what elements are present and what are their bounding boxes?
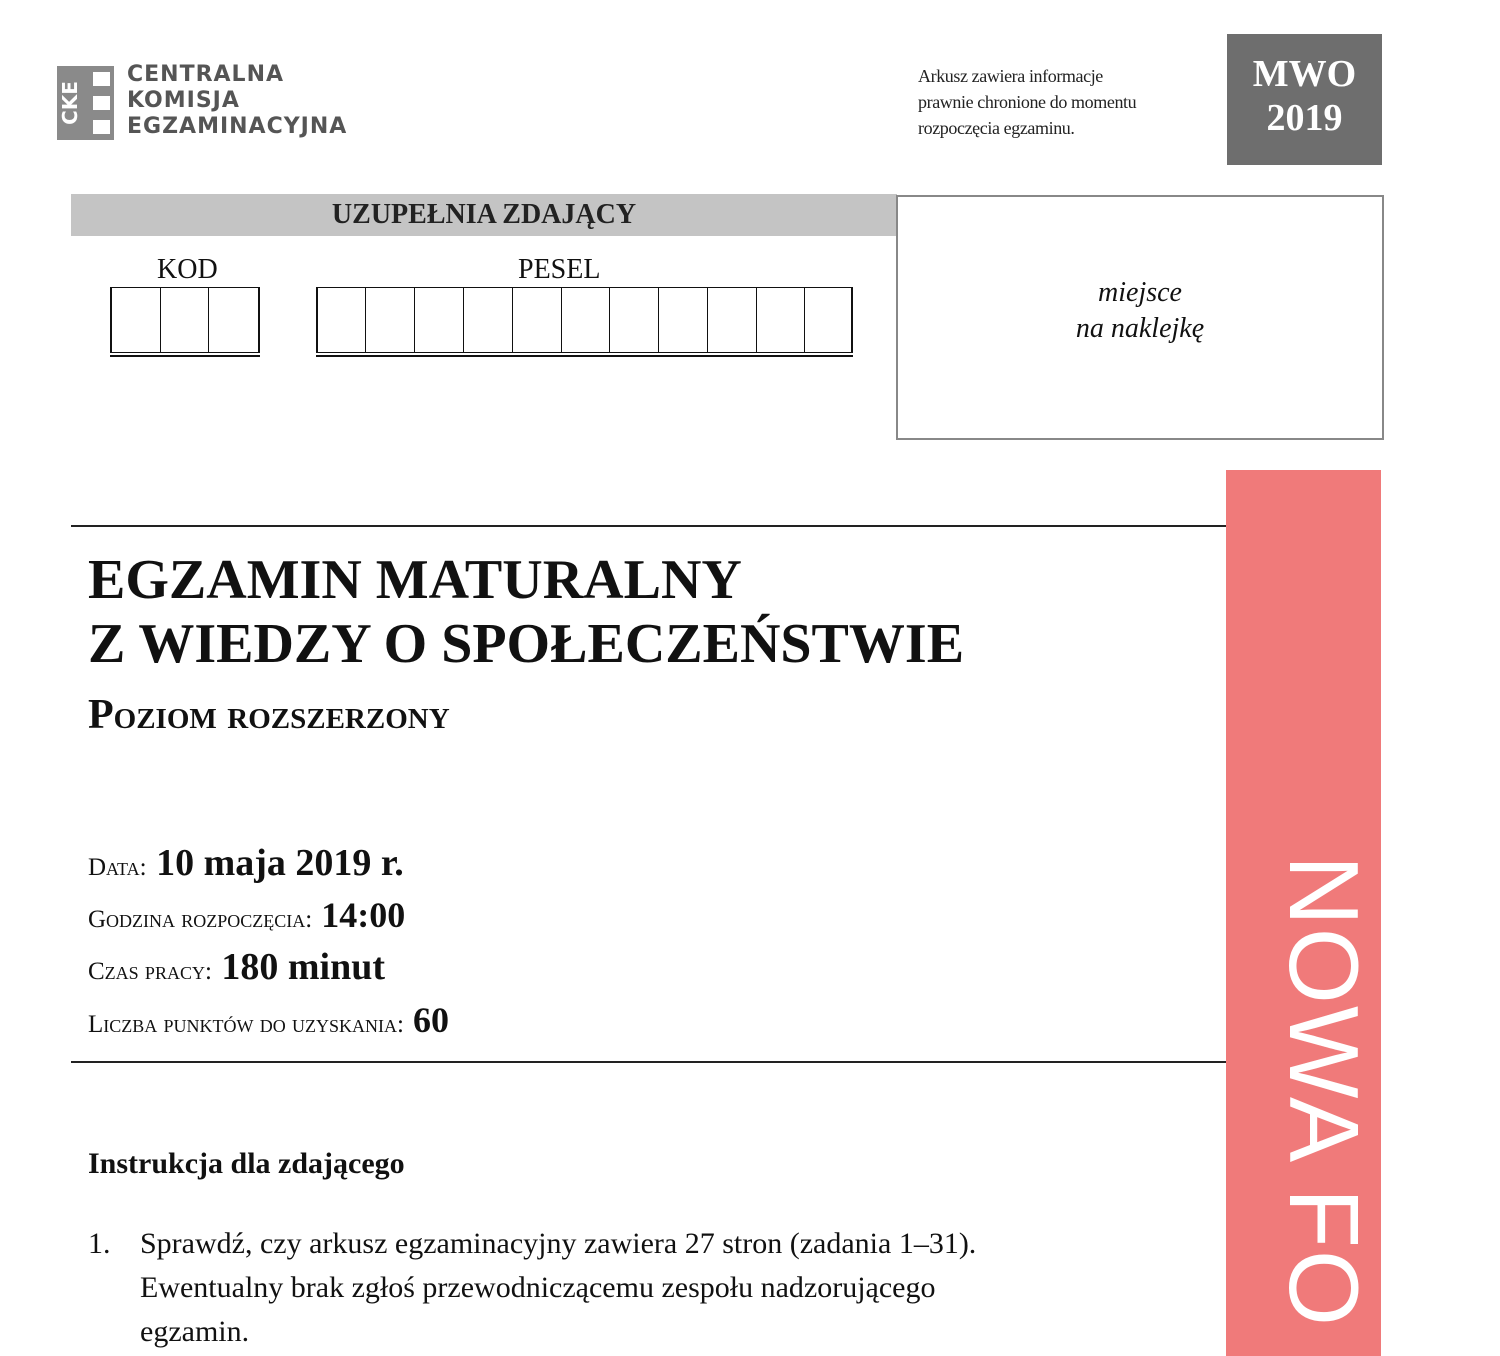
instruction-text bbox=[140, 1222, 1208, 1354]
bottom-divider bbox=[71, 1061, 1226, 1063]
exam-title-line-1: EGZAMIN MATURALNY bbox=[88, 549, 742, 611]
exam-title-line-2: Z WIEDZY O SPOŁECZEŃSTWIE bbox=[88, 613, 965, 675]
detail-duration bbox=[88, 944, 385, 995]
sticker-line-2: na naklejkę bbox=[1075, 313, 1205, 344]
detail-date bbox=[88, 840, 404, 891]
kod-cell[interactable] bbox=[160, 287, 208, 353]
nowa-formula-band bbox=[1226, 470, 1381, 1356]
points-value: 60 bbox=[412, 1000, 449, 1040]
legal-note-line-3: rozpoczęcia egzaminu. bbox=[918, 118, 1075, 138]
legal-note-line-2: prawnie chronione do momentu bbox=[918, 92, 1137, 112]
instruction-line-1: Sprawdź, czy arkusz egzaminacyjny zawiera 27 stron (zadania 1–31). bbox=[140, 1227, 977, 1260]
date-label: Data: bbox=[88, 854, 147, 881]
top-divider bbox=[71, 525, 1226, 527]
logo-line-2: KOMISJA bbox=[127, 88, 240, 113]
pesel-cell[interactable] bbox=[804, 287, 853, 353]
instructions-list bbox=[88, 1222, 1208, 1354]
date-value: 10 maja 2019 r. bbox=[156, 842, 404, 884]
pesel-boxes[interactable] bbox=[316, 287, 853, 357]
pesel-cell[interactable] bbox=[463, 287, 512, 353]
duration-label: Czas pracy: bbox=[88, 958, 212, 985]
kod-boxes[interactable] bbox=[110, 287, 260, 357]
detail-points bbox=[88, 998, 449, 1047]
pesel-cell[interactable] bbox=[512, 287, 561, 353]
exam-level-text: Poziom rozszerzony bbox=[88, 692, 450, 738]
instruction-line-2: Ewentualny brak zgłoś przewodniczącemu zespołu nadzorującego bbox=[140, 1271, 936, 1304]
sticker-box bbox=[896, 195, 1384, 440]
instruction-item bbox=[88, 1222, 1208, 1354]
legal-note bbox=[918, 63, 1218, 141]
exam-code: MWO bbox=[1252, 53, 1357, 95]
cke-logo-mark bbox=[57, 66, 114, 140]
start-value: 14:00 bbox=[321, 895, 406, 935]
band-text: NOWA FO bbox=[1269, 855, 1379, 1329]
instruction-number: 1. bbox=[88, 1227, 111, 1260]
pesel-cell[interactable] bbox=[707, 287, 756, 353]
pesel-label: PESEL bbox=[518, 254, 601, 285]
exam-level bbox=[88, 690, 450, 740]
exam-code-badge bbox=[1227, 34, 1382, 165]
duration-value: 180 minut bbox=[221, 946, 386, 988]
kod-label: KOD bbox=[157, 254, 218, 285]
pesel-cell[interactable] bbox=[316, 287, 365, 353]
logo-line-1: CENTRALNA bbox=[127, 62, 285, 87]
sticker-line-1: miejsce bbox=[1098, 277, 1182, 308]
pesel-cell[interactable] bbox=[756, 287, 804, 353]
points-label: Liczba punktów do uzyskania: bbox=[88, 1011, 404, 1038]
cke-logo-icon bbox=[57, 66, 114, 140]
exam-title bbox=[88, 548, 964, 676]
pesel-cell[interactable] bbox=[561, 287, 609, 353]
start-label: Godzina rozpoczęcia: bbox=[88, 906, 313, 933]
kod-cell[interactable] bbox=[110, 287, 160, 353]
detail-start bbox=[88, 893, 405, 942]
candidate-header-bar: UZUPEŁNIA ZDAJĄCY bbox=[71, 194, 897, 236]
pesel-cell[interactable] bbox=[414, 287, 463, 353]
instructions-heading: Instrukcja dla zdającego bbox=[88, 1147, 405, 1180]
instruction-line-3: egzamin. bbox=[140, 1315, 250, 1348]
pesel-cell[interactable] bbox=[609, 287, 658, 353]
kod-cell[interactable] bbox=[208, 287, 260, 353]
pesel-cell[interactable] bbox=[658, 287, 707, 353]
exam-year: 2019 bbox=[1266, 97, 1343, 139]
cke-logo-letters: CKE bbox=[58, 81, 82, 125]
cke-logo-text bbox=[127, 62, 347, 140]
pesel-cell[interactable] bbox=[365, 287, 414, 353]
logo-line-3: EGZAMINACYJNA bbox=[127, 114, 348, 139]
legal-note-line-1: Arkusz zawiera informacje bbox=[918, 66, 1103, 86]
